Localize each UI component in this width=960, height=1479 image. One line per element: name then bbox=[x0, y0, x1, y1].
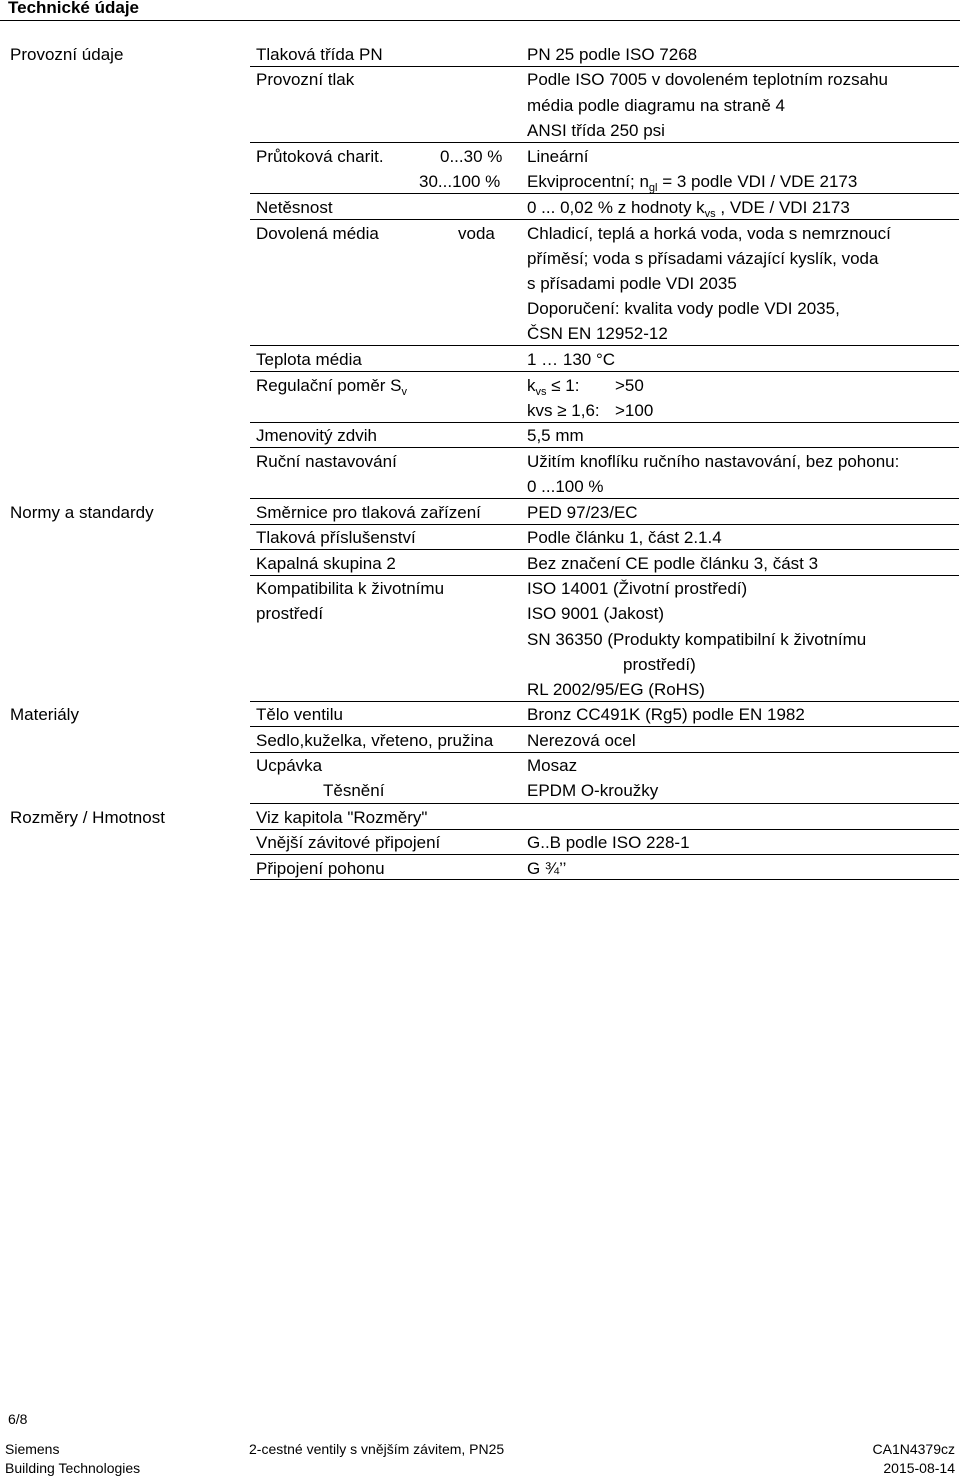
row-value: Bez značení CE podle článku 3, část 3 bbox=[527, 554, 819, 573]
row-divider bbox=[250, 726, 959, 727]
row-value: G ¾’’ bbox=[527, 859, 567, 878]
page-title: Technické údaje bbox=[8, 0, 140, 17]
row-label: Tlaková třída PN bbox=[256, 45, 383, 64]
row-label: Tělo ventilu bbox=[256, 705, 343, 724]
row-value: Užitím knoflíku ručního nastavování, bez pohonu: bbox=[527, 452, 900, 471]
section-rozmery: Rozměry / Hmotnost bbox=[10, 808, 165, 827]
row-value: prostředí) bbox=[623, 655, 696, 674]
row-label: Provozní tlak bbox=[256, 70, 355, 89]
row-label: Připojení pohonu bbox=[256, 859, 385, 878]
row-divider bbox=[250, 447, 959, 448]
row-value: 5,5 mm bbox=[527, 426, 584, 445]
row-value: Doporučení: kvalita vody podle VDI 2035, bbox=[527, 299, 840, 318]
row-label: Sedlo,kuželka, vřeteno, pružina bbox=[256, 731, 494, 750]
row-value: Mosaz bbox=[527, 756, 578, 775]
row-divider bbox=[250, 803, 959, 804]
row-value: média podle diagramu na straně 4 bbox=[527, 96, 785, 115]
row-divider bbox=[250, 193, 959, 194]
row-label: Kompatibilita k životnímu bbox=[256, 579, 445, 598]
row-label: Směrnice pro tlaková zařízení bbox=[256, 503, 481, 522]
page-number: 6/8 bbox=[8, 1411, 28, 1427]
footer-date: 2015-08-14 bbox=[883, 1460, 955, 1476]
section-materialy: Materiály bbox=[10, 705, 79, 724]
row-label: Viz kapitola "Rozměry" bbox=[256, 808, 428, 827]
row-label: Dovolená média bbox=[256, 224, 379, 243]
footer-doc-code: CA1N4379cz bbox=[872, 1441, 955, 1457]
row-value: Bronz CC491K (Rg5) podle EN 1982 bbox=[527, 705, 805, 724]
row-divider bbox=[250, 219, 959, 220]
row-divider bbox=[250, 422, 959, 423]
section-normy: Normy a standardy bbox=[10, 503, 154, 522]
row-value: 1 … 130 °C bbox=[527, 350, 616, 369]
row-label: Ruční nastavování bbox=[256, 452, 397, 471]
row-label: Ucpávka bbox=[256, 756, 323, 775]
row-label: Vnější závitové připojení bbox=[256, 833, 441, 852]
footer-company: Siemens bbox=[5, 1441, 60, 1457]
row-value: příměsí; voda s přísadami vázající kyslík, voda bbox=[527, 249, 879, 268]
row-divider bbox=[250, 701, 959, 702]
row-value: >100 bbox=[615, 401, 654, 420]
row-value: SN 36350 (Produkty kompatibilní k životnímu bbox=[527, 630, 867, 649]
row-value: RL 2002/95/EG (RoHS) bbox=[527, 680, 705, 699]
row-value: ANSI třída 250 psi bbox=[527, 121, 665, 140]
footer-doc-title: 2-cestné ventily s vnějším závitem, PN25 bbox=[249, 1441, 505, 1457]
range-value: 30...100 % bbox=[419, 172, 501, 191]
row-divider bbox=[250, 879, 959, 880]
row-value: Nerezová ocel bbox=[527, 731, 636, 750]
row-divider bbox=[250, 549, 959, 550]
section-provozni: Provozní údaje bbox=[10, 45, 124, 64]
row-divider bbox=[250, 829, 959, 830]
row-value: EPDM O-kroužky bbox=[527, 781, 659, 800]
row-value: $k_{vs} \le 1$: bbox=[527, 376, 580, 398]
footer-company-division: Building Technologies bbox=[5, 1460, 141, 1476]
row-value: ČSN EN 12952-12 bbox=[527, 324, 668, 343]
row-label: Jmenovitý zdvih bbox=[256, 426, 377, 445]
row-label: Průtoková charit. bbox=[256, 147, 384, 166]
row-value: Podle ISO 7005 v dovoleném teplotním rozsahu bbox=[527, 70, 888, 89]
row-value: Chladicí, teplá a horká voda, voda s nemrznoucí bbox=[527, 224, 891, 243]
row-value: 0 ...100 % bbox=[527, 477, 604, 496]
row-divider bbox=[250, 345, 959, 346]
row-value: Ekviprocentní; $n_{gl} = 3$ podle VDI / VDE 2173 bbox=[527, 172, 858, 194]
medium-label: voda bbox=[458, 224, 495, 243]
row-value: >50 bbox=[615, 376, 644, 395]
row-value: 0 ... 0,02 % z hodnoty $k_{vs}$ , VDE / VDI 2173 bbox=[527, 198, 850, 220]
row-value: G..B podle ISO 228-1 bbox=[527, 833, 690, 852]
row-label: Regulační poměr $S_v$ bbox=[256, 376, 408, 398]
row-label: Kapalná skupina 2 bbox=[256, 554, 396, 573]
row-value: PED 97/23/EC bbox=[527, 503, 638, 522]
row-divider bbox=[250, 498, 959, 499]
row-label: Tlaková příslušenství bbox=[256, 528, 416, 547]
row-divider bbox=[250, 575, 959, 576]
page-header bbox=[0, 0, 960, 21]
row-value: kvs ≥ 1,6: bbox=[527, 401, 600, 420]
row-label: Netěsnost bbox=[256, 198, 333, 217]
row-value: ISO 14001 (Životní prostředí) bbox=[527, 579, 748, 598]
row-value: PN 25 podle ISO 7268 bbox=[527, 45, 698, 64]
row-value: Lineární bbox=[527, 147, 589, 166]
row-label: Těsnění bbox=[323, 781, 385, 800]
range-value: 0...30 % bbox=[440, 147, 503, 166]
row-label: prostředí bbox=[256, 604, 324, 623]
row-divider bbox=[250, 854, 959, 855]
row-divider bbox=[250, 752, 959, 753]
row-divider bbox=[250, 142, 959, 143]
row-value: s přísadami podle VDI 2035 bbox=[527, 274, 737, 293]
row-divider bbox=[250, 371, 959, 372]
row-divider bbox=[250, 524, 959, 525]
row-divider bbox=[250, 66, 959, 67]
row-label: Teplota média bbox=[256, 350, 362, 369]
row-value: ISO 9001 (Jakost) bbox=[527, 604, 665, 623]
row-value: Podle článku 1, část 2.1.4 bbox=[527, 528, 722, 547]
